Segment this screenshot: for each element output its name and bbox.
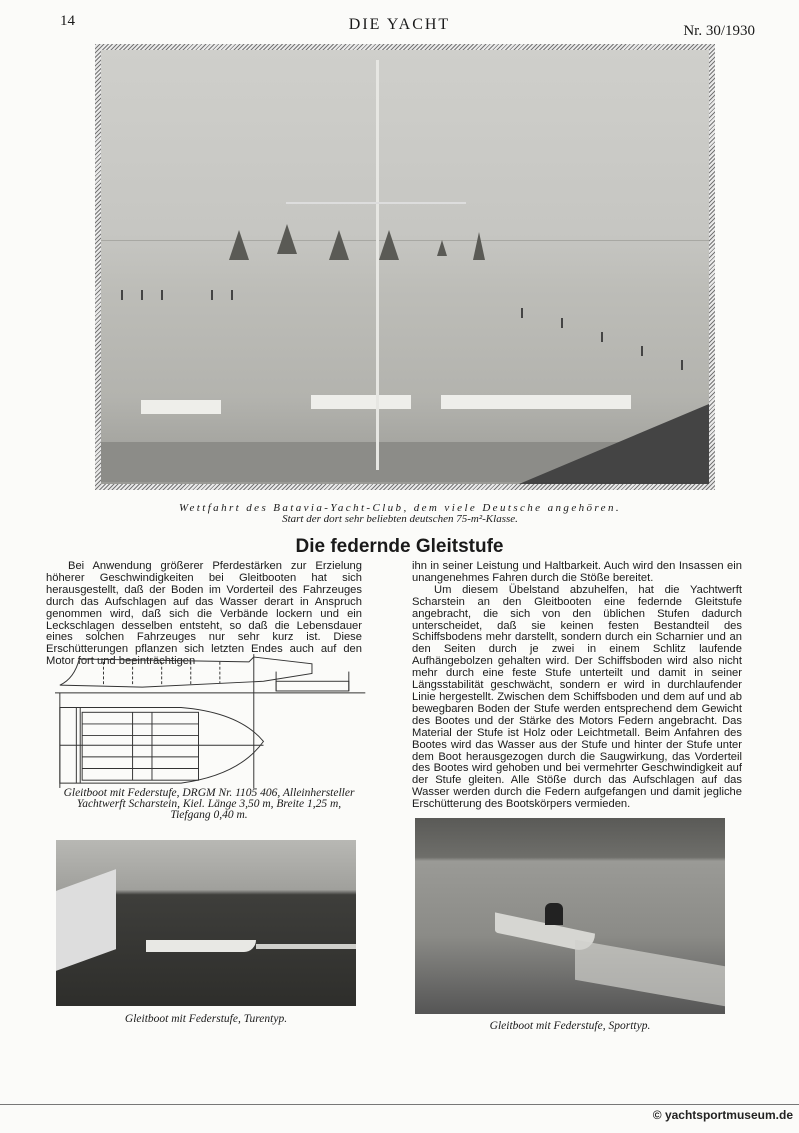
article-right-column [412, 561, 742, 811]
drawing-caption-line2: Yachtwerft Scharstein, Kiel. Länge 3,50 m, Breite 1,25 m, [76, 798, 342, 810]
motorboat-touring-photo-icon [56, 840, 356, 1006]
shed-roof [141, 400, 221, 414]
paragraph: Bei Anwendung größerer Pferdestärken zur Erzielung höherer Geschwindigkeiten bei Gleitbooten hat sich herausgestellt, daß der Boden im Vorderteil des Fahrzeuges durch das Aufschlagen auf das Wasser derart in Anspruch genommen wird, daß sich die Verbände lockern und ein Leckschlagen desselben entsteht, so daß die Lebensdauer eines solchen Fahrzeuges nur sehr kurz ist. Diese Erschütterungen pflanzen sich letzten Endes auch auf den Motor fort und beeinträchtigen [46, 560, 362, 668]
pile-icon [681, 360, 683, 370]
driver [545, 903, 563, 925]
pile-icon [141, 290, 143, 300]
drawing-caption-line3: Tiefgang 0,40 m. [170, 809, 248, 821]
watermark: © yachtsportmuseum.de [652, 1108, 793, 1122]
bottom-left-caption: Gleitboot mit Federstufe, Turentyp. [124, 1013, 288, 1025]
drawing-caption [44, 788, 374, 821]
bottom-right-caption: Gleitboot mit Federstufe, Sporttyp. [489, 1020, 651, 1032]
pile-icon [121, 290, 123, 300]
shed-roof [311, 395, 411, 409]
boat-plan-drawing-icon [55, 652, 375, 792]
paragraph: ihn in seiner Leistung und Haltbarkeit. Auch wird den Insassen ein unangenehmes Fahren durch die Stöße bereitet. [412, 560, 742, 584]
top-photo-caption-line2: Start der dort sehr beliebten deutschen 75-m²-Klasse. [282, 513, 518, 525]
pile-icon [561, 318, 563, 328]
sailboat-icon [329, 230, 349, 260]
magazine-title: DIE YACHT [348, 16, 451, 33]
article-title: Die federnde Gleitstufe [295, 536, 504, 557]
sail-edge [56, 869, 116, 971]
pile-icon [601, 332, 603, 342]
drawing-caption-line1: Gleitboot mit Federstufe, DRGM Nr. 1105 406, Alleinhersteller [63, 787, 355, 799]
regatta-photo-icon [101, 50, 709, 484]
page-bottom-rule [0, 1104, 799, 1105]
boat-hull [146, 940, 256, 952]
motorboat-sport-photo-icon [415, 818, 725, 1014]
pile-icon [231, 290, 233, 300]
horizon-line [101, 240, 709, 241]
roof [519, 404, 709, 484]
wake [575, 940, 725, 1006]
sailboat-icon [229, 230, 249, 260]
wake [256, 944, 356, 949]
page-number: 14 [60, 13, 75, 29]
paragraph: Um diesem Übelstand abzuhelfen, hat die Yachtwerft Scharstein an den Gleitbooten eine federnde Gleitstufe angebracht, die sich von den üblichen Stufen dadurch unterscheidet, daß sie keinen festen Bestandteil des Schiffsbodens mehr darstellt, sondern durch ein Scharnier und an den Seiten durch je zwei in einem Schlitz laufende Aufhängebolzen gehalten wird. Der Schiffsboden wird also nicht mehr durch eine feste Stufe unterteilt und damit in seiner Längsstabilität geschwächt, sondern er wird in durchlaufender Linie hergestellt. Zwischen dem Schiffsboden und dem auf und ab bewegbaren Boden der Stufe werden entsprechend dem Gewicht des Bootes und der Stärke des Motors Federn angebracht. Das Material der Stufe ist Holz oder Leichtmetall. Beim Anfahren des Bootes wird das Wasser aus der Stufe und hinter der Stufe unter dem Boot herausgezogen durch die Saugwirkung, das Vorderteil des Bootes wird gehoben und bei vermehrter Geschwindigkeit auf der Stufe gleiten. Alle Stöße durch das Aufschlagen auf das Wasser werden durch die Federn aufgefangen und damit jegliche Erschütterung des Bootskörpers vermieden. [412, 583, 742, 811]
pile-icon [211, 290, 213, 300]
top-photo-frame [95, 44, 715, 490]
top-photo-caption-line1: Wettfahrt des Batavia-Yacht-Club, dem viele Deutsche angehören. [178, 502, 622, 514]
sailboat-icon [437, 240, 447, 256]
issue-number: Nr. 30/1930 [683, 23, 755, 39]
sailboat-icon [473, 232, 485, 260]
sailboat-icon [277, 224, 297, 254]
pile-icon [641, 346, 643, 356]
mast-yard [286, 202, 466, 204]
pile-icon [161, 290, 163, 300]
flagpole-mast [376, 60, 379, 470]
pile-icon [521, 308, 523, 318]
sailboat-icon [379, 230, 399, 260]
